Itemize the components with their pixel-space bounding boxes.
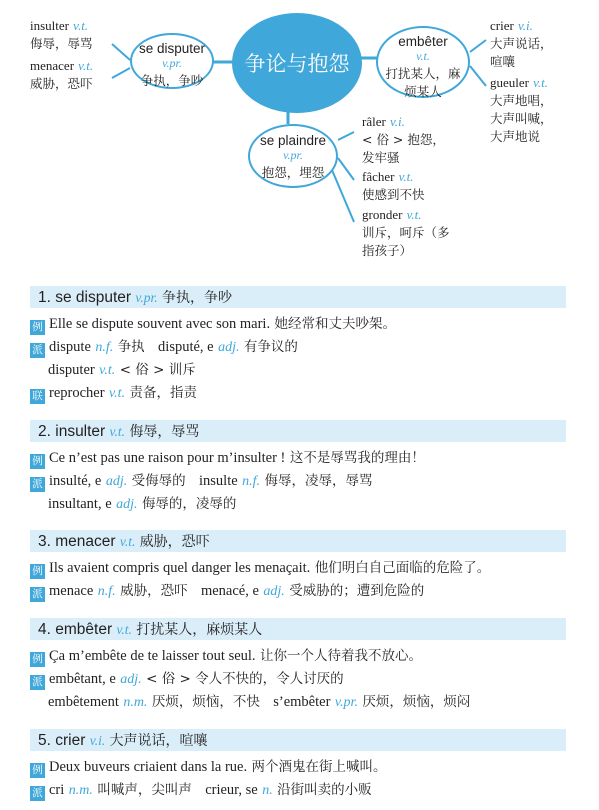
related-line: 联 reprocher v.t. 责备，指责	[30, 384, 197, 404]
example-line: 例 Ça m’embête de te laisser tout seul. 让你一个人待着我不放心。	[30, 647, 422, 667]
entry-heading: 1. se disputer v.pr. 争执，争吵	[30, 286, 566, 308]
derivative-line: embêtement n.m. 厌烦，烦恼，不快 s’embêter v.pr. 厌烦，烦恼，烦闷	[48, 694, 471, 710]
tag-example: 例	[30, 320, 45, 335]
derivative-line: 派 dispute n.f. 争执 disputé, e adj. 有争议的	[30, 338, 298, 358]
leaf-menacer: menacer v.t. 威胁，恐吓	[30, 58, 94, 91]
entry-heading: 3. menacer v.t. 威胁，恐吓	[30, 530, 566, 552]
derivative-line: insultant, e adj. 侮辱的，凌辱的	[48, 496, 237, 512]
tag-example: 例	[30, 652, 45, 667]
entry-heading: 2. insulter v.t. 侮辱，辱骂	[30, 420, 566, 442]
derivative-line: 派 embêtant, e adj. < 俗 > 令人不快的，令人讨厌的	[30, 670, 344, 690]
example-line: 例 Elle se dispute souvent avec son mari. 她经常和丈夫吵架。	[30, 315, 396, 335]
tag-derivative: 派	[30, 786, 45, 801]
tag-example: 例	[30, 564, 45, 579]
entry-heading: 4. embêter v.t. 打扰某人，麻烦某人	[30, 618, 566, 640]
leaf-insulter: insulter v.t. 侮辱，辱骂	[30, 18, 93, 51]
mindmap-center-topic: 争论与抱怨	[232, 13, 362, 113]
derivative-line: 派 menace n.f. 威胁，恐吓 menacé, e adj. 受威胁的；遭到危险的	[30, 582, 424, 602]
example-line: 例 Ce n’est pas une raison pour m’insulter ! 这不是辱骂我的理由！	[30, 449, 425, 469]
derivative-line: 派 cri n.m. 叫喊声，尖叫声 crieur, se n. 沿街叫卖的小贩	[30, 781, 372, 801]
leaf-gueuler: gueuler v.t. 大声地唱， 大声叫喊， 大声地说	[490, 75, 553, 144]
tag-example: 例	[30, 763, 45, 778]
bubble-se-plaindre: se plaindre v.pr. 抱怨，埋怨	[248, 124, 338, 188]
tag-related: 联	[30, 389, 45, 404]
derivative-line: disputer v.t. < 俗 > 训斥	[48, 362, 196, 378]
leaf-facher: fâcher v.t. 使感到不快	[362, 169, 425, 202]
tag-derivative: 派	[30, 477, 45, 492]
leaf-crier: crier v.i. 大声说话， 喧嚷	[490, 18, 553, 69]
tag-example: 例	[30, 454, 45, 469]
leaf-raler: râler v.i. < 俗 > 抱怨， 发牢骚	[362, 114, 445, 165]
tag-derivative: 派	[30, 587, 45, 602]
bubble-se-disputer: se disputer v.pr. 争执，争吵	[130, 33, 214, 89]
example-line: 例 Deux buveurs criaient dans la rue. 两个酒鬼在街上喊叫。	[30, 758, 387, 778]
leaf-gronder: gronder v.t. 训斥，呵斥（多 指孩子）	[362, 207, 450, 258]
tag-derivative: 派	[30, 343, 45, 358]
tag-derivative: 派	[30, 675, 45, 690]
derivative-line: 派 insulté, e adj. 受侮辱的 insulte n.f. 侮辱，凌辱，辱骂	[30, 472, 372, 492]
example-line: 例 Ils avaient compris quel danger les menaçait. 他们明白自己面临的危险了。	[30, 559, 490, 579]
entry-heading: 5. crier v.i. 大声说话，喧嚷	[30, 729, 566, 751]
bubble-embeter: embêter v.t. 打扰某人，麻 烦某人	[376, 26, 470, 98]
